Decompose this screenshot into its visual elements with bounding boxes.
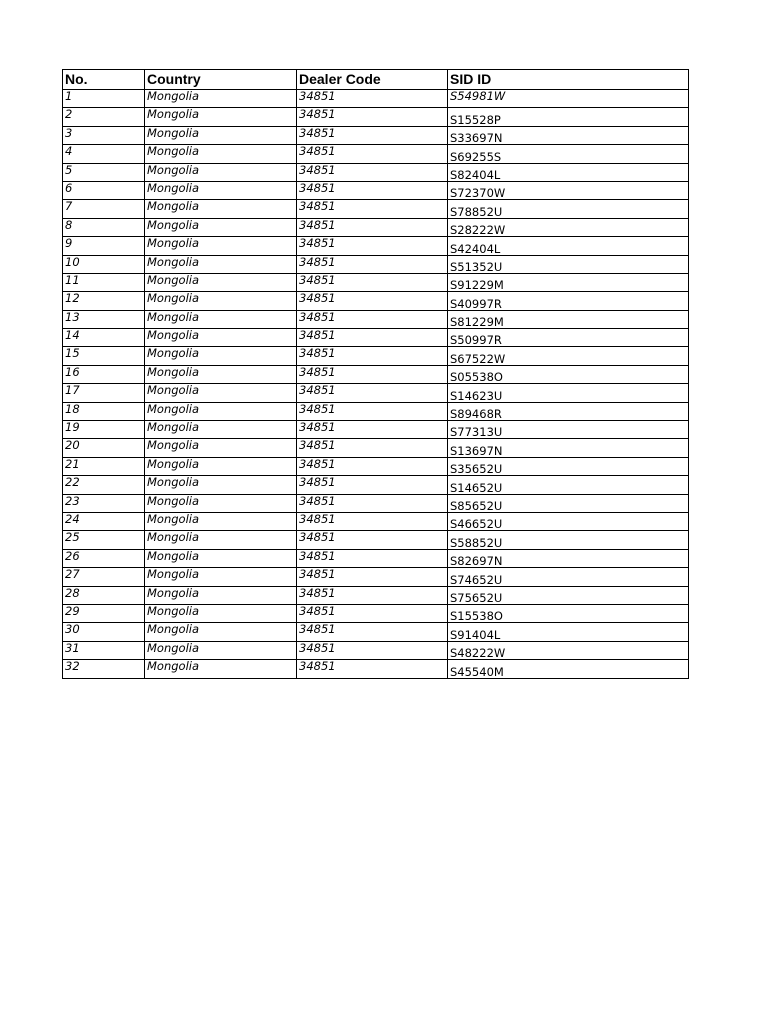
cell-dealer-code: 34851 [297,237,448,255]
cell-no: 18 [63,402,145,420]
cell-country: Mongolia [145,218,297,236]
cell-no: 21 [63,457,145,475]
header-country: Country [145,70,297,90]
cell-no: 27 [63,568,145,586]
cell-dealer-code: 34851 [297,365,448,383]
cell-sid-id: S75652U [448,586,689,604]
cell-no: 20 [63,439,145,457]
cell-no: 30 [63,623,145,641]
cell-country: Mongolia [145,421,297,439]
table-row [63,163,689,181]
table-row [63,329,689,347]
cell-sid-id: S89468R [448,402,689,420]
table-row [63,568,689,586]
cell-no: 1 [63,90,145,108]
cell-dealer-code: 34851 [297,292,448,310]
cell-country: Mongolia [145,237,297,255]
cell-sid-id: S91404L [448,623,689,641]
cell-dealer-code: 34851 [297,126,448,144]
cell-country: Mongolia [145,163,297,181]
cell-country: Mongolia [145,347,297,365]
table-row [63,476,689,494]
cell-country: Mongolia [145,108,297,126]
table-row [63,586,689,604]
cell-no: 3 [63,126,145,144]
cell-no: 24 [63,512,145,530]
table-row [63,237,689,255]
cell-country: Mongolia [145,641,297,659]
cell-dealer-code: 34851 [297,163,448,181]
cell-country: Mongolia [145,623,297,641]
table-row [63,90,689,108]
table-row [63,384,689,402]
cell-dealer-code: 34851 [297,181,448,199]
cell-dealer-code: 34851 [297,108,448,126]
cell-country: Mongolia [145,512,297,530]
table-row [63,531,689,549]
cell-dealer-code: 34851 [297,402,448,420]
cell-dealer-code: 34851 [297,218,448,236]
cell-country: Mongolia [145,126,297,144]
cell-no: 17 [63,384,145,402]
cell-no: 32 [63,660,145,678]
header-sid-id: SID ID [448,70,689,90]
cell-country: Mongolia [145,273,297,291]
table-row [63,126,689,144]
cell-sid-id: S40997R [448,292,689,310]
cell-sid-id: S35652U [448,457,689,475]
cell-country: Mongolia [145,476,297,494]
cell-dealer-code: 34851 [297,384,448,402]
table-row [63,623,689,641]
cell-sid-id: S45540M [448,660,689,678]
cell-dealer-code: 34851 [297,421,448,439]
cell-no: 12 [63,292,145,310]
cell-no: 9 [63,237,145,255]
cell-sid-id: S58852U [448,531,689,549]
cell-country: Mongolia [145,145,297,163]
table-row [63,145,689,163]
cell-country: Mongolia [145,402,297,420]
cell-no: 8 [63,218,145,236]
header-row [63,70,689,90]
cell-no: 23 [63,494,145,512]
cell-sid-id: S50997R [448,329,689,347]
cell-no: 31 [63,641,145,659]
cell-sid-id: S48222W [448,641,689,659]
cell-no: 29 [63,604,145,622]
table-row [63,549,689,567]
cell-no: 22 [63,476,145,494]
cell-sid-id: S14652U [448,476,689,494]
table-row [63,273,689,291]
cell-sid-id: S82404L [448,163,689,181]
table-row [63,200,689,218]
cell-dealer-code: 34851 [297,200,448,218]
cell-sid-id: S67522W [448,347,689,365]
cell-no: 25 [63,531,145,549]
cell-no: 6 [63,181,145,199]
cell-dealer-code: 34851 [297,494,448,512]
cell-dealer-code: 34851 [297,329,448,347]
cell-sid-id: S15538O [448,604,689,622]
table-row [63,660,689,678]
table-row [63,108,689,126]
cell-dealer-code: 34851 [297,549,448,567]
cell-sid-id: S15528P [448,108,689,126]
cell-sid-id: S51352U [448,255,689,273]
cell-sid-id: S05538O [448,365,689,383]
cell-country: Mongolia [145,494,297,512]
cell-country: Mongolia [145,604,297,622]
table-row [63,310,689,328]
cell-dealer-code: 34851 [297,255,448,273]
cell-dealer-code: 34851 [297,273,448,291]
cell-dealer-code: 34851 [297,623,448,641]
cell-no: 10 [63,255,145,273]
cell-dealer-code: 34851 [297,145,448,163]
cell-no: 4 [63,145,145,163]
cell-sid-id: S42404L [448,237,689,255]
cell-country: Mongolia [145,531,297,549]
cell-sid-id: S91229M [448,273,689,291]
table-row [63,255,689,273]
cell-no: 28 [63,586,145,604]
cell-no: 15 [63,347,145,365]
cell-country: Mongolia [145,439,297,457]
table-row [63,347,689,365]
cell-country: Mongolia [145,90,297,108]
cell-dealer-code: 34851 [297,476,448,494]
cell-dealer-code: 34851 [297,90,448,108]
cell-sid-id: S77313U [448,421,689,439]
cell-country: Mongolia [145,292,297,310]
table-row [63,402,689,420]
cell-country: Mongolia [145,310,297,328]
cell-dealer-code: 34851 [297,512,448,530]
cell-dealer-code: 34851 [297,568,448,586]
cell-sid-id: S78852U [448,200,689,218]
cell-country: Mongolia [145,329,297,347]
cell-sid-id: S69255S [448,145,689,163]
cell-dealer-code: 34851 [297,660,448,678]
table-row [63,218,689,236]
cell-no: 26 [63,549,145,567]
table-row [63,181,689,199]
spreadsheet-page [62,69,688,679]
cell-sid-id: S82697N [448,549,689,567]
cell-sid-id: S81229M [448,310,689,328]
cell-dealer-code: 34851 [297,457,448,475]
cell-dealer-code: 34851 [297,531,448,549]
cell-no: 2 [63,108,145,126]
cell-country: Mongolia [145,181,297,199]
cell-no: 16 [63,365,145,383]
cell-dealer-code: 34851 [297,604,448,622]
cell-sid-id: S13697N [448,439,689,457]
cell-sid-id: S74652U [448,568,689,586]
table-row [63,641,689,659]
table-row [63,604,689,622]
cell-no: 11 [63,273,145,291]
cell-no: 13 [63,310,145,328]
cell-sid-id: S72370W [448,181,689,199]
cell-no: 14 [63,329,145,347]
cell-dealer-code: 34851 [297,586,448,604]
cell-country: Mongolia [145,549,297,567]
table-row [63,439,689,457]
cell-country: Mongolia [145,568,297,586]
table-row [63,457,689,475]
cell-no: 5 [63,163,145,181]
header-dealer-code: Dealer Code [297,70,448,90]
cell-sid-id: S33697N [448,126,689,144]
cell-dealer-code: 34851 [297,439,448,457]
cell-sid-id: S28222W [448,218,689,236]
table-row [63,365,689,383]
dealer-sid-table [62,69,689,679]
cell-country: Mongolia [145,365,297,383]
table-row [63,292,689,310]
cell-dealer-code: 34851 [297,347,448,365]
table-row [63,512,689,530]
table-row [63,421,689,439]
header-no: No. [63,70,145,90]
cell-country: Mongolia [145,586,297,604]
table-body [63,90,689,679]
cell-no: 19 [63,421,145,439]
cell-sid-id: S54981W [448,90,689,108]
cell-dealer-code: 34851 [297,641,448,659]
cell-country: Mongolia [145,200,297,218]
cell-country: Mongolia [145,660,297,678]
table-row [63,494,689,512]
cell-country: Mongolia [145,255,297,273]
cell-country: Mongolia [145,384,297,402]
cell-no: 7 [63,200,145,218]
cell-sid-id: S46652U [448,512,689,530]
cell-country: Mongolia [145,457,297,475]
cell-dealer-code: 34851 [297,310,448,328]
cell-sid-id: S85652U [448,494,689,512]
cell-sid-id: S14623U [448,384,689,402]
